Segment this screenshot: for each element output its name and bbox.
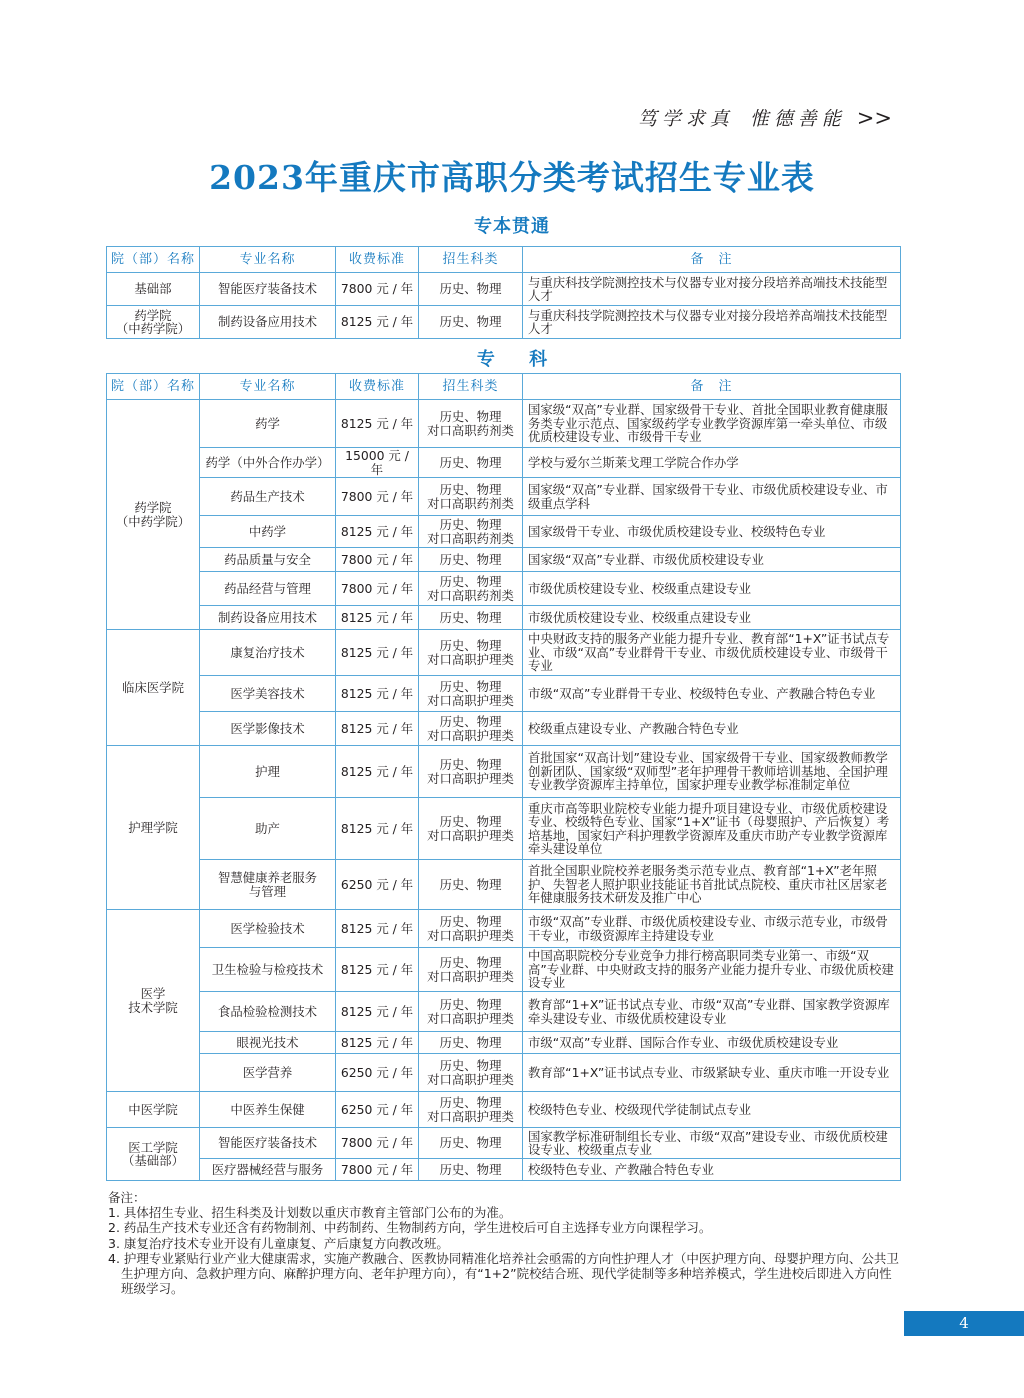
table-row xyxy=(107,948,901,992)
cell-fee: 8125 元 / 年 xyxy=(336,948,419,992)
cell-category: 历史、物理 对口高职护理类 xyxy=(419,910,523,948)
cell-note: 首批国家“双高计划”建设专业、国家级骨干专业、国家级教师教学创新团队、国家级“双师型”老年护理骨干教师培训基地、全国护理专业教学资源库主持单位，国家护理专业教学标准制定单位 xyxy=(523,746,901,798)
cell-category: 历史、物理 xyxy=(419,860,523,910)
cell-fee: 7800 元 / 年 xyxy=(336,1159,419,1181)
column-header-school: 院（部）名称 xyxy=(107,247,200,273)
table-row xyxy=(107,798,901,860)
cell-note: 国家级骨干专业、市级优质校建设专业、校级特色专业 xyxy=(523,516,901,548)
cell-note: 教育部“1+X”证书试点专业、市级紧缺专业、重庆市唯一开设专业 xyxy=(523,1054,901,1092)
page-title: 2023年重庆市高职分类考试招生专业表 xyxy=(209,158,815,197)
column-header-school: 院（部）名称 xyxy=(107,374,200,400)
cell-major: 卫生检验与检疫技术 xyxy=(200,948,336,992)
cell-major: 康复治疗技术 xyxy=(200,630,336,676)
cell-major: 医疗器械经营与服务 xyxy=(200,1159,336,1181)
cell-category: 历史、物理 xyxy=(419,1128,523,1159)
chevron-right-icon: >> xyxy=(856,106,892,130)
cell-category: 历史、物理 对口高职护理类 xyxy=(419,948,523,992)
footnote-item: 3. 康复治疗技术专业开设有儿童康复、产后康复方向教改班。 xyxy=(108,1235,449,1251)
footnote-item: 1. 具体招生专业、招生科类及计划数以重庆市教育主管部门公布的为准。 xyxy=(108,1205,512,1221)
cell-fee: 8125 元 / 年 xyxy=(336,400,419,448)
cell-note: 市级“双高”专业群、国际合作专业、市级优质校建设专业 xyxy=(523,1032,901,1054)
cell-fee: 8125 元 / 年 xyxy=(336,606,419,630)
page-number: 4 xyxy=(959,1314,969,1332)
cell-fee: 8125 元 / 年 xyxy=(336,306,419,339)
cell-note: 重庆市高等职业院校专业能力提升项目建设专业、市级优质校建设专业、校级特色专业、国家“1+X”证书（母婴照护、产后恢复）考培基地，国家妇产科护理教学资源库及重庆市助产专业教学资源库牵头建设单位 xyxy=(523,798,901,860)
table-row xyxy=(107,306,901,339)
cell-fee: 8125 元 / 年 xyxy=(336,798,419,860)
cell-school: 基础部 xyxy=(107,273,200,306)
cell-fee: 8125 元 / 年 xyxy=(336,630,419,676)
cell-category: 历史、物理 对口高职药剂类 xyxy=(419,572,523,606)
cell-category: 历史、物理 对口高职药剂类 xyxy=(419,478,523,516)
cell-note: 中央财政支持的服务产业能力提升专业、教育部“1+X”证书试点专业、市级“双高”专业群骨干专业、市级优质校建设专业、市级骨干专业 xyxy=(523,630,901,676)
table-row xyxy=(107,910,901,948)
cell-major: 制药设备应用技术 xyxy=(200,306,336,339)
cell-school: 医学 技术学院 xyxy=(107,910,200,1092)
cell-category: 历史、物理 xyxy=(419,306,523,339)
cell-category: 历史、物理 对口高职护理类 xyxy=(419,992,523,1032)
cell-category: 历史、物理 对口高职护理类 xyxy=(419,798,523,860)
table-row xyxy=(107,1128,901,1159)
cell-major: 药品经营与管理 xyxy=(200,572,336,606)
table-header-row xyxy=(107,247,901,273)
cell-fee: 8125 元 / 年 xyxy=(336,676,419,712)
cell-note: 与重庆科技学院测控技术与仪器专业对接分段培养高端技术技能型人才 xyxy=(523,306,901,339)
cell-fee: 8125 元 / 年 xyxy=(336,516,419,548)
table-row xyxy=(107,676,901,712)
cell-note: 与重庆科技学院测控技术与仪器专业对接分段培养高端技术技能型人才 xyxy=(523,273,901,306)
cell-major: 医学美容技术 xyxy=(200,676,336,712)
cell-school: 护理学院 xyxy=(107,746,200,910)
cell-category: 历史、物理 xyxy=(419,548,523,572)
cell-category: 历史、物理 对口高职护理类 xyxy=(419,676,523,712)
table-row xyxy=(107,860,901,910)
cell-category: 历史、物理 xyxy=(419,606,523,630)
cell-category: 历史、物理 xyxy=(419,273,523,306)
cell-note: 校级特色专业、校级现代学徒制试点专业 xyxy=(523,1092,901,1128)
cell-note: 教育部“1+X”证书试点专业、市级“双高”专业群、国家教学资源库牵头建设专业、市级优质校建设专业 xyxy=(523,992,901,1032)
cell-major: 药学 xyxy=(200,400,336,448)
cell-note: 国家级“双高”专业群、国家级骨干专业、首批全国职业教育健康服务类专业示范点、国家级药学专业教学资源库第一牵头单位、市级优质校建设专业、市级骨干专业 xyxy=(523,400,901,448)
cell-fee: 7800 元 / 年 xyxy=(336,572,419,606)
table-row xyxy=(107,630,901,676)
column-header-note: 备 注 xyxy=(523,374,901,400)
cell-category: 历史、物理 对口高职药剂类 xyxy=(419,516,523,548)
cell-major: 智能医疗装备技术 xyxy=(200,273,336,306)
cell-fee: 7800 元 / 年 xyxy=(336,273,419,306)
cell-major: 医学营养 xyxy=(200,1054,336,1092)
cell-school: 药学院 （中药学院） xyxy=(107,306,200,339)
cell-note: 中国高职院校分专业竞争力排行榜高职同类专业第一、市级“双高”专业群、中央财政支持的服务产业能力提升专业、市级优质校建设专业 xyxy=(523,948,901,992)
cell-school: 临床医学院 xyxy=(107,630,200,746)
cell-fee: 7800 元 / 年 xyxy=(336,1128,419,1159)
cell-fee: 6250 元 / 年 xyxy=(336,1092,419,1128)
page-number-bar xyxy=(904,1311,1024,1336)
cell-category: 历史、物理 对口高职护理类 xyxy=(419,1092,523,1128)
table-row xyxy=(107,992,901,1032)
cell-major: 中药学 xyxy=(200,516,336,548)
footnote-item: 2. 药品生产技术专业还含有药物制剂、中药制药、生物制药方向，学生进校后可自主选择专业方向课程学习。 xyxy=(108,1220,712,1236)
bachelor-track-table xyxy=(106,246,901,339)
cell-fee: 8125 元 / 年 xyxy=(336,746,419,798)
footnotes xyxy=(108,1190,903,1296)
motto-part-2: 惟德善能 xyxy=(749,108,846,130)
table-row xyxy=(107,1032,901,1054)
cell-category: 历史、物理 xyxy=(419,1159,523,1181)
cell-note: 市级“双高”专业群骨干专业、校级特色专业、产教融合特色专业 xyxy=(523,676,901,712)
cell-category: 历史、物理 对口高职护理类 xyxy=(419,746,523,798)
cell-major: 制药设备应用技术 xyxy=(200,606,336,630)
vocational-table xyxy=(106,373,901,1181)
table-row xyxy=(107,273,901,306)
cell-fee: 8125 元 / 年 xyxy=(336,910,419,948)
table-row xyxy=(107,1054,901,1092)
cell-note: 学校与爱尔兰斯莱戈理工学院合作办学 xyxy=(523,448,901,478)
cell-major: 眼视光技术 xyxy=(200,1032,336,1054)
cell-fee: 8125 元 / 年 xyxy=(336,712,419,746)
cell-fee: 6250 元 / 年 xyxy=(336,860,419,910)
table-row xyxy=(107,572,901,606)
cell-major: 医学检验技术 xyxy=(200,910,336,948)
cell-fee: 7800 元 / 年 xyxy=(336,548,419,572)
cell-note: 国家级“双高”专业群、市级优质校建设专业 xyxy=(523,548,901,572)
table-row xyxy=(107,448,901,478)
column-header-fee: 收费标准 xyxy=(336,374,419,400)
cell-major: 药品生产技术 xyxy=(200,478,336,516)
table-header-row xyxy=(107,374,901,400)
cell-fee: 7800 元 / 年 xyxy=(336,478,419,516)
footnote-item: 4. 护理专业紧贴行业产业大健康需求，实施产教融合、医教协同精准化培养社会亟需的方向性护理人才（中医护理方向、母婴护理方向、公共卫生护理方向、急救护理方向、麻醉护理方向、老年护理方向），有“1+2”院校结合班、现代学徒制等多种培养模式，学生进校后即进入方向性班级学习。 xyxy=(108,1250,899,1297)
column-header-major: 专业名称 xyxy=(200,374,336,400)
column-header-note: 备 注 xyxy=(523,247,901,273)
table-row xyxy=(107,400,901,448)
cell-category: 历史、物理 xyxy=(419,1032,523,1054)
cell-fee: 6250 元 / 年 xyxy=(336,1054,419,1092)
cell-school: 药学院 （中药学院） xyxy=(107,400,200,630)
section-title-bachelor-track: 专本贯通 xyxy=(474,216,550,237)
cell-major: 药品质量与安全 xyxy=(200,548,336,572)
cell-note: 国家级“双高”专业群、国家级骨干专业、市级优质校建设专业、市级重点学科 xyxy=(523,478,901,516)
cell-major: 中医养生保健 xyxy=(200,1092,336,1128)
cell-major: 护理 xyxy=(200,746,336,798)
cell-fee: 8125 元 / 年 xyxy=(336,1032,419,1054)
cell-fee: 15000 元 / 年 xyxy=(336,448,419,478)
table-row xyxy=(107,478,901,516)
table-row xyxy=(107,1092,901,1128)
footnotes-label: 备注： xyxy=(108,1190,146,1205)
cell-major: 智慧健康养老服务 与管理 xyxy=(200,860,336,910)
cell-note: 校级特色专业、产教融合特色专业 xyxy=(523,1159,901,1181)
cell-major: 食品检验检测技术 xyxy=(200,992,336,1032)
column-header-category: 招生科类 xyxy=(419,374,523,400)
cell-note: 市级优质校建设专业、校级重点建设专业 xyxy=(523,572,901,606)
motto-part-1: 笃学求真 xyxy=(637,108,734,130)
column-header-fee: 收费标准 xyxy=(336,247,419,273)
column-header-category: 招生科类 xyxy=(419,247,523,273)
cell-major: 医学影像技术 xyxy=(200,712,336,746)
cell-major: 药学（中外合作办学） xyxy=(200,448,336,478)
cell-major: 助产 xyxy=(200,798,336,860)
cell-note: 市级优质校建设专业、校级重点建设专业 xyxy=(523,606,901,630)
table-row xyxy=(107,548,901,572)
cell-category: 历史、物理 xyxy=(419,448,523,478)
cell-category: 历史、物理 对口高职护理类 xyxy=(419,630,523,676)
table-row xyxy=(107,606,901,630)
table-row xyxy=(107,712,901,746)
cell-category: 历史、物理 对口高职药剂类 xyxy=(419,400,523,448)
cell-school: 中医学院 xyxy=(107,1092,200,1128)
table-row xyxy=(107,1159,901,1181)
school-motto xyxy=(638,104,892,131)
cell-category: 历史、物理 对口高职护理类 xyxy=(419,712,523,746)
cell-fee: 8125 元 / 年 xyxy=(336,992,419,1032)
cell-note: 校级重点建设专业、产教融合特色专业 xyxy=(523,712,901,746)
cell-note: 市级“双高”专业群、市级优质校建设专业、市级示范专业，市级骨干专业，市级资源库主持建设专业 xyxy=(523,910,901,948)
table-row xyxy=(107,746,901,798)
cell-major: 智能医疗装备技术 xyxy=(200,1128,336,1159)
section-title-vocational: 专 科 xyxy=(476,349,562,370)
column-header-major: 专业名称 xyxy=(200,247,336,273)
cell-note: 首批全国职业院校养老服务类示范专业点、教育部“1+X”老年照护、失智老人照护职业技能证书首批试点院校、重庆市社区居家老年健康服务技术研发及推广中心 xyxy=(523,860,901,910)
cell-note: 国家教学标准研制组长专业、市级“双高”建设专业、市级优质校建设专业、校级重点专业 xyxy=(523,1128,901,1159)
cell-category: 历史、物理 对口高职护理类 xyxy=(419,1054,523,1092)
cell-school: 医工学院 （基础部） xyxy=(107,1128,200,1181)
table-row xyxy=(107,516,901,548)
